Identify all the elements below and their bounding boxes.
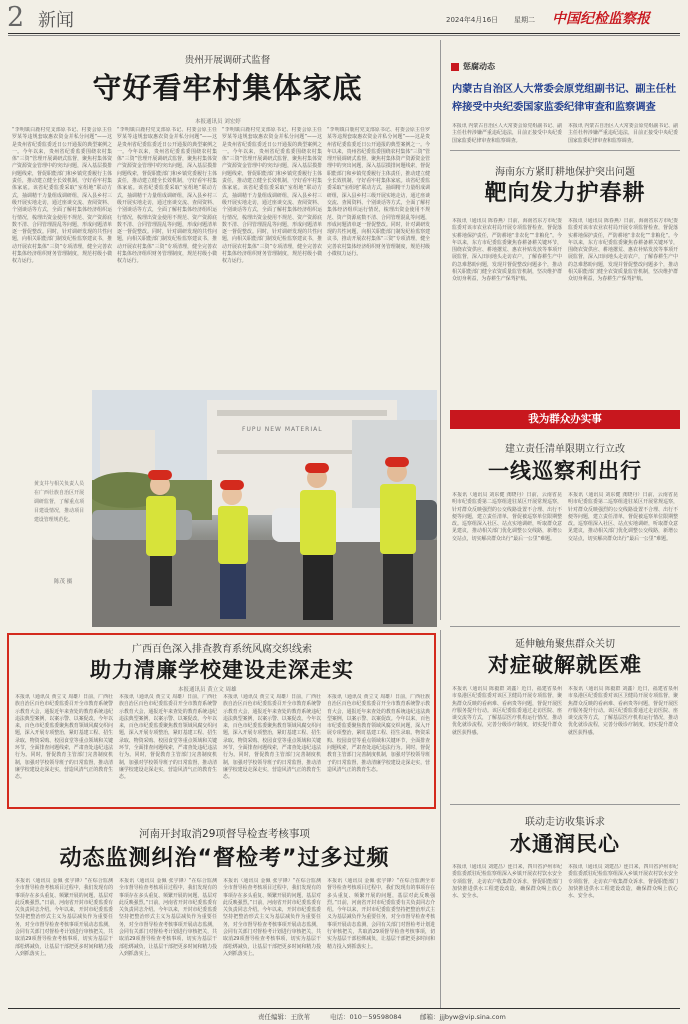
article8-col2: 本报讯（通讯员 金佩 张宇锋）“在综合监测全市督导检查考核项目过程中，我们发现有的事项存在多头重复、频繁开展的问题，基层对此反映强烈。”日前，河南省开封市纪委监委有关负责同志介绍。今年以来，开封市纪委监委坚持把整治形式主义为基层减负作为重要任务，对全市督导检查考核事项开展动态监测，会同有关部门对督检考计划进行审核把关，共取消29项督导检查考核事项，切实为基层干部松绑减负，让基层干部把更多时间和精力投入到抓落实上。 [119, 878, 217, 957]
issue-date: 2024年4月16日 [446, 16, 499, 24]
article7-headline: 助力清廉学校建设走深走实 [90, 658, 354, 682]
article8-col1: 本报讯（通讯员 金佩 张宇锋）“在综合监测全市督导检查考核项目过程中，我们发现有的事项存在多头重复、频繁开展的问题，基层对此反映强烈。”日前，河南省开封市纪委监委有关负责同志介绍。今年以来，开封市纪委监委坚持把整治形式主义为基层减负作为重要任务，对全市督导检查考核事项开展动态监测，会同有关部门对督检考计划进行审核把关，共取消29项督导检查考核事项，切实为基层干部松绑减负，让基层干部把更多时间和精力投入到抓落实上。 [15, 878, 113, 957]
article1-headline: 守好看牢村集体家底 [92, 71, 363, 105]
sidebar-headline: 内蒙古自治区人大常委会原党组副书记、副主任杜梓接受中央纪委国家监委纪律审查和监察调查 [452, 84, 677, 113]
article7-byline: 本报通讯员 黄立文 周雄 [178, 687, 237, 693]
footer-editor: 责任编辑：王欣苇 [258, 1013, 310, 1021]
article7-col3: 本报讯（通讯员 黄立文 周雄）日前，广西壮族自治区百色市纪委监委召开全市教育系统警示教育大会，通报近年来查处的教育系统违纪违法典型案例，以案示警、以案促改。今年以来，百色市纪委监委聚焦教育领域风腐交织问题，深入开展专项整治，紧盯基建工程、招生录取、物资采购、校园食堂等重点领域和关键环节，全面排查问题线索，严肃查处违纪违法行为。同时，督促教育主管部门完善制度机制，加强对学校领导班子的日常监督，推动清廉学校建设走深走实，营造风清气正的教育生态。 [223, 694, 321, 781]
article1-col3: “李明镇白鹿村党支部原书记、村委会原主任罗某等违规套取惠农资金并私分问题”——这是贵州省纪委监委近日公开通报的典型案例之一。今年以来，贵州省纪委监委围绕农村集体“三资”管理开展调研式监督，聚焦村集体资产资源资金管理中的突出问题，深入基层摸排问题线索，督促职能部门和乡镇党委履行主体责任，推动建立健全长效机制，守好看牢村集体家底。该省纪委监委采取“室组地”联动方式，抽调精干力量组成调研组，深入县乡村三级开展实地走访，通过座谈交流、查阅资料、个别谈话等方式，全面了解村集体经济组织运行情况，梳理出资金使用不规范、资产资源底数不清、合同管理混乱等问题，形成问题清单逐一督促整改。同时，针对调研发现的共性问题，向相关职能部门制发纪检监察建议书，推动开展农村集体“三资”专项清理，健全完善农村集体经济组织财务管理制度，规范村级小微权力运行。 [222, 127, 322, 265]
issue-weekday: 星期二 [514, 16, 535, 24]
footer-tel: 电话：010－59598084 [330, 1013, 402, 1021]
article3-headline: 靶向发力护春耕 [484, 181, 646, 206]
service-banner-text: 我为群众办实事 [528, 413, 602, 425]
article1-col4: “李明镇白鹿村党支部原书记、村委会原主任罗某等违规套取惠农资金并私分问题”——这是贵州省纪委监委近日公开通报的典型案例之一。今年以来，贵州省纪委监委围绕农村集体“三资”管理开展调研式监督，聚焦村集体资产资源资金管理中的突出问题，深入基层摸排问题线索，督促职能部门和乡镇党委履行主体责任，推动建立健全长效机制，守好看牢村集体家底。该省纪委监委采取“室组地”联动方式，抽调精干力量组成调研组，深入县乡村三级开展实地走访，通过座谈交流、查阅资料、个别谈话等方式，全面了解村集体经济组织运行情况，梳理出资金使用不规范、资产资源底数不清、合同管理混乱等问题，形成问题清单逐一督促整改。同时，针对调研发现的共性问题，向相关职能部门制发纪检监察建议书，推动开展农村集体“三资”专项清理，健全完善农村集体经济组织财务管理制度，规范村级小微权力运行。 [327, 127, 430, 258]
sidebar-body-col2: 本报讯 内蒙古自治区人大常委会原党组副书记、副主任杜梓涉嫌严重违纪违法，目前正接受中央纪委国家监委纪律审查和监察调查。 [568, 123, 678, 144]
article3-kicker: 海南东方紧盯耕地保护突出问题 [495, 167, 635, 178]
photo-caption: 黄支井与相关负责人员在广西壮族自治区开展调研监督，了解重点项目建设情况，推动项目建设管理规范化。 [34, 481, 84, 523]
article3-col2: 本报讯（通讯员 陈春燕）日前，海南省东方市纪委监委对该市农业农村局开展专项监督检查，督促落实耕地保护责任，严防耕地“非农化”“非粮化”。今年以来，东方市纪委监委聚焦春耕备耕关键环节，围绕农资供应、耕地撂荒、惠农补贴发放等事项开展监督，深入田间地头走访农户，了解春耕生产中的急难愁盼问题，发现并督促整改问题多个，推动相关职能部门健全农资质量监管机制，坚决维护群众切身利益，为春耕生产保驾护航。 [568, 218, 678, 283]
article4-col2: 本报讯（通讯员 刘东健 龚晓丹）日前，云南省昆明市纪委监委第二巡察组进驻某区开展常规巡察，针对群众反映强烈的公交线路设置不合理、出行不便等问题，建立责任清单，督促被巡察单位限期整改。巡察组深入社区、站点实地调研，听取群众意见建议，推动相关部门优化调整公交线路，新增公交站点，切实解决群众出行“最后一公里”难题。 [568, 492, 678, 542]
article5-col2: 本报讯（通讯员 陈毅群 刘鑫）近日，福建省泉州市泉港区纪委监委对该区卫健局开展专项监督，聚焦群众反映的看病难、看病贵等问题，督促开展医疗服务提升行动。该区纪委监委通过走访医院、座谈交流等方式，了解基层医疗机构运行情况，推动优化就诊流程，完善分级诊疗制度，切实提升群众就医获得感。 [568, 686, 678, 736]
article6-col1: 本报讯（通讯员 刘建昌）连日来，四川省泸州市纪委监委派驻纪检监察组深入乡镇开展农村饮水安全专项监督，走访农户收集群众诉求，督促职能部门加快推进供水工程建设改造，确保群众喝上放心水、安全水。 [452, 864, 562, 900]
article3-col1: 本报讯（通讯员 陈春燕）日前，海南省东方市纪委监委对该市农业农村局开展专项监督检查，督促落实耕地保护责任，严防耕地“非农化”“非粮化”。今年以来，东方市纪委监委聚焦春耕备耕关键环节，围绕农资供应、耕地撂荒、惠农补贴发放等事项开展监督，深入田间地头走访农户，了解春耕生产中的急难愁盼问题，发现并督促整改问题多个，推动相关职能部门健全农资质量监管机制，坚决维护群众切身利益，为春耕生产保驾护航。 [452, 218, 562, 283]
article6-headline: 水通润民心 [510, 832, 620, 856]
masthead-rule-thin [8, 35, 680, 36]
article6-kicker: 联动走访收集诉求 [525, 817, 605, 828]
article6-col2: 本报讯（通讯员 刘建昌）连日来，四川省泸州市纪委监委派驻纪检监察组深入乡镇开展农村饮水安全专项监督，走访农户收集群众诉求，督促职能部门加快推进供水工程建设改造，确保群众喝上放心水、安全水。 [568, 864, 678, 900]
article8-col3: 本报讯（通讯员 金佩 张宇锋）“在综合监测全市督导检查考核项目过程中，我们发现有的事项存在多头重复、频繁开展的问题，基层对此反映强烈。”日前，河南省开封市纪委监委有关负责同志介绍。今年以来，开封市纪委监委坚持把整治形式主义为基层减负作为重要任务，对全市督导检查考核事项开展动态监测，会同有关部门对督检考计划进行审核把关，共取消29项督导检查考核事项，切实为基层干部松绑减负，让基层干部把更多时间和精力投入到抓落实上。 [223, 878, 321, 957]
masthead [0, 0, 688, 34]
article5-kicker: 延伸触角聚焦群众关切 [515, 639, 615, 650]
article1-col1: “李明镇白鹿村党支部原书记、村委会原主任罗某等违规套取惠农资金并私分问题”——这是贵州省纪委监委近日公开通报的典型案例之一。今年以来，贵州省纪委监委围绕农村集体“三资”管理开展调研式监督，聚焦村集体资产资源资金管理中的突出问题，深入基层摸排问题线索，督促职能部门和乡镇党委履行主体责任，推动建立健全长效机制，守好看牢村集体家底。该省纪委监委采取“室组地”联动方式，抽调精干力量组成调研组，深入县乡村三级开展实地走访，通过座谈交流、查阅资料、个别谈话等方式，全面了解村集体经济组织运行情况，梳理出资金使用不规范、资产资源底数不清、合同管理混乱等问题，形成问题清单逐一督促整改。同时，针对调研发现的共性问题，向相关职能部门制发纪检监察建议书，推动开展农村集体“三资”专项清理，健全完善农村集体经济组织财务管理制度，规范村级小微权力运行。 [12, 127, 112, 265]
article7-kicker: 广西百色深入排查教育系统风腐交织线索 [132, 644, 312, 655]
sidebar-label: 惩腐动态 [463, 62, 495, 71]
news-photo [92, 390, 437, 627]
article1-kicker: 贵州开展调研式监督 [184, 55, 271, 66]
page-number: 2 [7, 2, 25, 33]
photo-credit: 陈茂 摄 [54, 579, 73, 585]
sidebar-rule [450, 150, 680, 151]
paper-logo: 中国纪检监察报 [552, 11, 650, 27]
sidebar-label-box [451, 63, 459, 71]
footer-email: 邮箱：jjjbyw@vip.sina.com [420, 1013, 506, 1021]
section-title: 新闻 [38, 10, 74, 31]
article5-headline: 对症破解就医难 [488, 653, 642, 677]
article7-col4: 本报讯（通讯员 黄立文 周雄）日前，广西壮族自治区百色市纪委监委召开全市教育系统警示教育大会，通报近年来查处的教育系统违纪违法典型案例，以案示警、以案促改。今年以来，百色市纪委监委聚焦教育领域风腐交织问题，深入开展专项整治，紧盯基建工程、招生录取、物资采购、校园食堂等重点领域和关键环节，全面排查问题线索，严肃查处违纪违法行为。同时，督促教育主管部门完善制度机制，加强对学校领导班子的日常监督，推动清廉学校建设走深走实，营造风清气正的教育生态。 [327, 694, 430, 773]
column-divider-lower [440, 630, 441, 1008]
sidebar-body-col1: 本报讯 内蒙古自治区人大常委会原党组副书记、副主任杜梓涉嫌严重违纪违法，目前正接受中央纪委国家监委纪律审查和监察调查。 [452, 123, 562, 144]
article5-col1: 本报讯（通讯员 陈毅群 刘鑫）近日，福建省泉州市泉港区纪委监委对该区卫健局开展专项监督，聚焦群众反映的看病难、看病贵等问题，督促开展医疗服务提升行动。该区纪委监委通过走访医院、座谈交流等方式，了解基层医疗机构运行情况，推动优化就诊流程，完善分级诊疗制度，切实提升群众就医获得感。 [452, 686, 562, 736]
factory-sign: FUPU NEW MATERIAL [242, 426, 323, 433]
article8-col4: 本报讯（通讯员 金佩 张宇锋）“在综合监测全市督导检查考核项目过程中，我们发现有的事项存在多头重复、频繁开展的问题，基层对此反映强烈。”日前，河南省开封市纪委监委有关负责同志介绍。今年以来，开封市纪委监委坚持把整治形式主义为基层减负作为重要任务，对全市督导检查考核事项开展动态监测，会同有关部门对督检考计划进行审核把关，共取消29项督导检查考核事项，切实为基层干部松绑减负，让基层干部把更多时间和精力投入到抓落实上。 [327, 878, 435, 950]
service-banner [450, 410, 680, 429]
masthead-rule [8, 33, 680, 34]
article8-kicker: 河南开封取消29项督导检查考核事项 [139, 828, 310, 840]
article7-col1: 本报讯（通讯员 黄立文 周雄）日前，广西壮族自治区百色市纪委监委召开全市教育系统警示教育大会，通报近年来查处的教育系统违纪违法典型案例，以案示警、以案促改。今年以来，百色市纪委监委聚焦教育领域风腐交织问题，深入开展专项整治，紧盯基建工程、招生录取、物资采购、校园食堂等重点领域和关键环节，全面排查问题线索，严肃查处违纪违法行为。同时，督促教育主管部门完善制度机制，加强对学校领导班子的日常监督，推动清廉学校建设走深走实，营造风清气正的教育生态。 [15, 694, 113, 781]
column-divider [440, 40, 441, 620]
article1-col2: “李明镇白鹿村党支部原书记、村委会原主任罗某等违规套取惠农资金并私分问题”——这是贵州省纪委监委近日公开通报的典型案例之一。今年以来，贵州省纪委监委围绕农村集体“三资”管理开展调研式监督，聚焦村集体资产资源资金管理中的突出问题，深入基层摸排问题线索，督促职能部门和乡镇党委履行主体责任，推动建立健全长效机制，守好看牢村集体家底。该省纪委监委采取“室组地”联动方式，抽调精干力量组成调研组，深入县乡村三级开展实地走访，通过座谈交流、查阅资料、个别谈话等方式，全面了解村集体经济组织运行情况，梳理出资金使用不规范、资产资源底数不清、合同管理混乱等问题，形成问题清单逐一督促整改。同时，针对调研发现的共性问题，向相关职能部门制发纪检监察建议书，推动开展农村集体“三资”专项清理，健全完善农村集体经济组织财务管理制度，规范村级小微权力运行。 [117, 127, 217, 265]
sidebar-rule-2 [450, 626, 680, 627]
sidebar-rule-3 [450, 804, 680, 805]
article4-headline: 一线巡察利出行 [488, 459, 642, 483]
article7-col2: 本报讯（通讯员 黄立文 周雄）日前，广西壮族自治区百色市纪委监委召开全市教育系统警示教育大会，通报近年来查处的教育系统违纪违法典型案例，以案示警、以案促改。今年以来，百色市纪委监委聚焦教育领域风腐交织问题，深入开展专项整治，紧盯基建工程、招生录取、物资采购、校园食堂等重点领域和关键环节，全面排查问题线索，严肃查处违纪违法行为。同时，督促教育主管部门完善制度机制，加强对学校领导班子的日常监督，推动清廉学校建设走深走实，营造风清气正的教育生态。 [119, 694, 217, 781]
article4-col1: 本报讯（通讯员 刘东健 龚晓丹）日前，云南省昆明市纪委监委第二巡察组进驻某区开展常规巡察，针对群众反映强烈的公交线路设置不合理、出行不便等问题，建立责任清单，督促被巡察单位限期整改。巡察组深入社区、站点实地调研，听取群众意见建议，推动相关部门优化调整公交线路，新增公交站点，切实解决群众出行“最后一公里”难题。 [452, 492, 562, 542]
footer-rule [8, 1008, 680, 1009]
article1-byline: 本报通讯员 刘宏婷 [195, 119, 241, 125]
article4-kicker: 建立责任清单限期立行立改 [505, 444, 625, 455]
article8-headline: 动态监测纠治“督检考”过多过频 [59, 846, 390, 871]
